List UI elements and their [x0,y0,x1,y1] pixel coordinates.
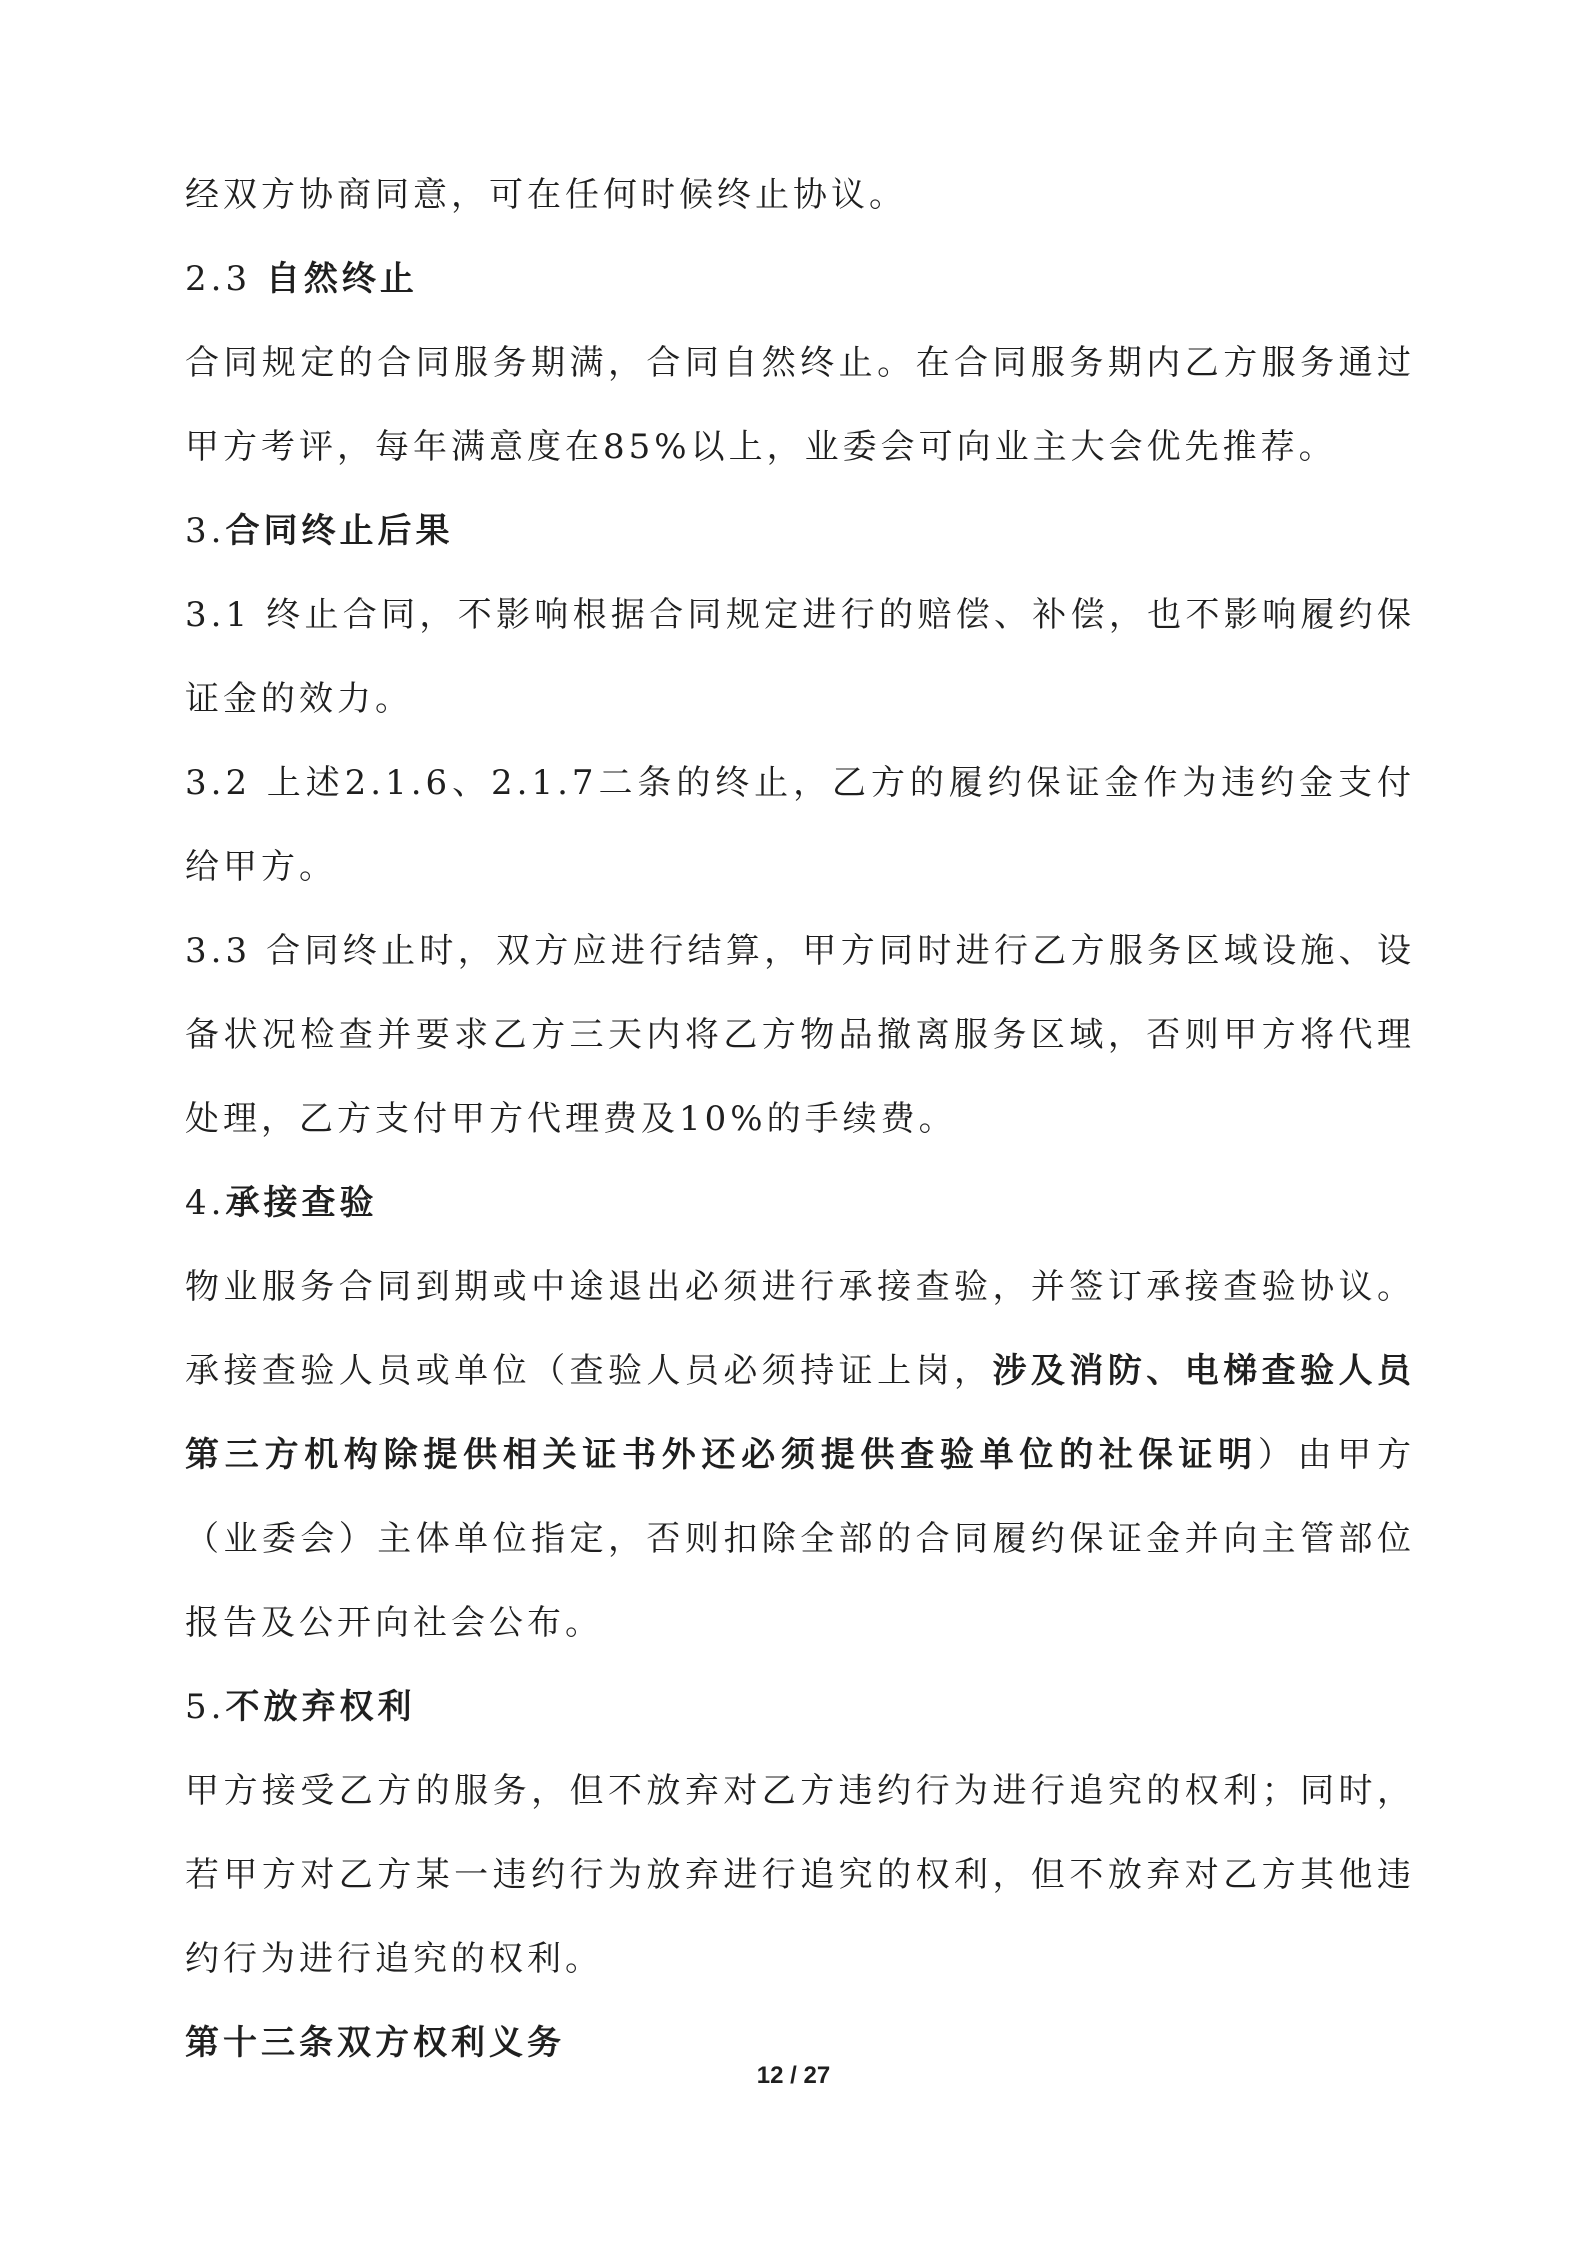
heading-title: 合同终止后果 [225,511,454,551]
heading-2-3-natural-termination [185,237,1415,321]
paragraph-3-2: 3.2 上述2.1.6、2.1.7二条的终止，乙方的履约保证金作为违约金支付给甲方。 [185,763,1415,887]
heading-title: 承接查验 [225,1183,378,1223]
heading-number: 4. [185,1183,226,1223]
heading-5-no-waiver [185,1665,1415,1749]
heading-number: 2.3 [185,259,266,299]
page-number-footer: 12 / 27 [756,2062,831,2089]
paragraph-3-3: 3.3 合同终止时，双方应进行结算，甲方同时进行乙方服务区域设施、设备状况检查并要求乙方三天内将乙方物品撤离服务区域，否则甲方将代理处理，乙方支付甲方代理费及10%的手续费。 [185,931,1415,1139]
paragraph-termination-by-agreement: 经双方协商同意，可在任何时候终止协议。 [185,175,907,215]
heading-number: 3. [185,511,226,551]
page-content [185,153,1415,2085]
paragraph-text-part-2: ）由甲方（业委会）主体单位指定，否则扣除全部的合同履约保证金并向主管部位报告及公开向社会公布。 [185,1435,1416,1643]
paragraph-3-1: 3.1 终止合同，不影响根据合同规定进行的赔偿、补偿，也不影响履约保证金的效力。 [185,595,1415,719]
paragraph-natural-termination: 合同规定的合同服务期满，合同自然终止。在合同服务期内乙方服务通过甲方考评，每年满意度在85%以上，业委会可向业主大会优先推荐。 [185,343,1415,467]
paragraph-bold-emphasis: 涉及消防、电梯查验人员第三方机构除提供相关证书外还必须提供查验单位的社保证明 [185,1351,1415,1475]
heading-title: 不放弃权利 [225,1687,416,1727]
heading-3-termination-consequences [185,489,1415,573]
heading-4-handover-inspection [185,1161,1415,1245]
article-13-title: 第十三条双方权利义务 [185,2023,565,2063]
paragraph-handover-inspection [185,1245,1415,1665]
heading-number: 5. [185,1687,226,1727]
paragraph-text-part-1: 物业服务合同到期或中途退出必须进行承接查验，并签订承接查验协议。承接查验人员或单位（查验人员必须持证上岗， [185,1267,1415,1391]
paragraph-no-waiver: 甲方接受乙方的服务，但不放弃对乙方违约行为进行追究的权利；同时，若甲方对乙方某一违约行为放弃进行追究的权利，但不放弃对乙方其他违约行为进行追究的权利。 [185,1771,1415,1979]
heading-title: 自然终止 [265,259,418,299]
